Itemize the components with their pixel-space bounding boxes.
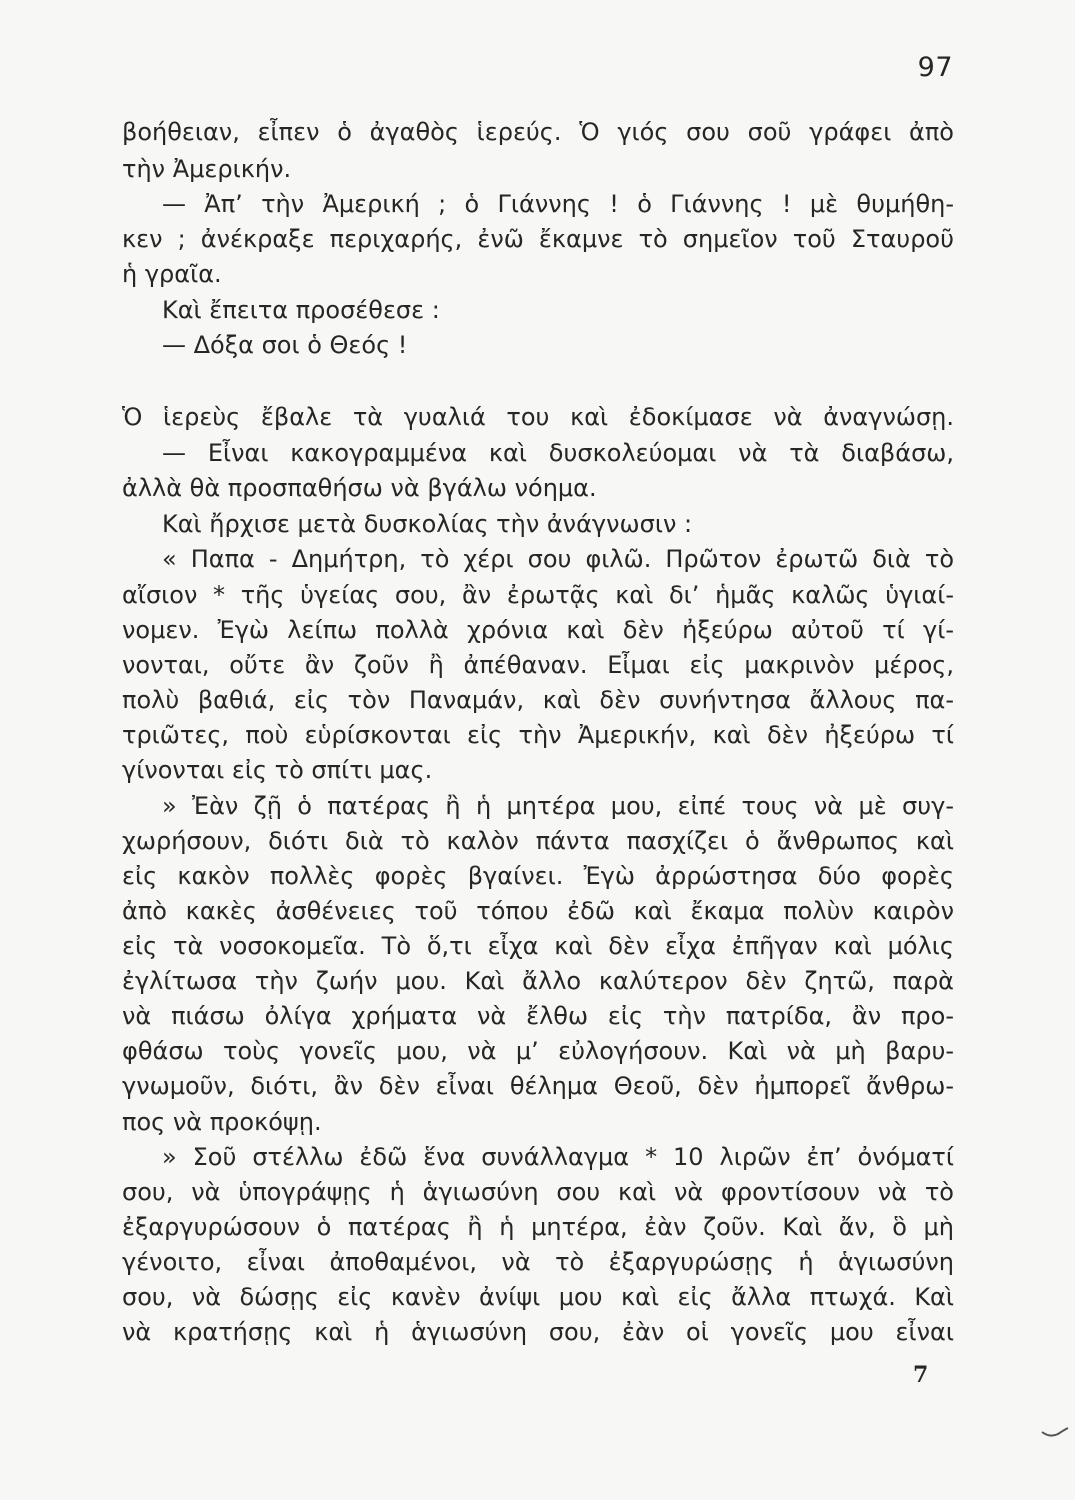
text-line: γνωμοῦν, διότι, ἂν δὲν εἶναι θέλημα Θεοῦ, δὲν ἠμπορεῖ ἄνθρω- <box>122 1072 954 1100</box>
text-line: εἰς κακὸν πολλὲς φορὲς βγαίνει. Ἐγὼ ἀρρώστησα δύο φορὲς <box>122 862 954 890</box>
text-line: ἡ γραῖα. <box>122 260 222 288</box>
text-line: Ὁ ἱερεὺς ἔβαλε τὰ γυαλιά του καὶ ἐδοκίμασε νὰ ἀναγνώσῃ. <box>122 403 954 431</box>
text-line: γίνονται εἰς τὸ σπίτι μας. <box>122 756 433 784</box>
text-line: » Ἐὰν ζῇ ὁ πατέρας ἢ ἡ μητέρα μου, εἰπέ τους νὰ μὲ συγ- <box>162 792 954 820</box>
text-line: νονται, οὔτε ἂν ζοῦν ἢ ἀπέθαναν. Εἶμαι εἰς μακρινὸν μέρος, <box>122 651 954 679</box>
text-line: ἐγλίτωσα τὴν ζωήν μου. Καὶ ἄλλο καλύτερον δὲν ζητῶ, παρὰ <box>122 967 954 995</box>
text-line: Καὶ ἔπειτα προσέθεσε : <box>162 296 440 324</box>
text-line: » Σοῦ στέλλω ἐδῶ ἕνα συνάλλαγμα * 10 λιρῶν ἐπ’ ὀνόματί <box>162 1143 954 1171</box>
pen-mark <box>1040 1420 1070 1440</box>
signature-number: 7 <box>913 1362 929 1388</box>
text-line: νὰ κρατήσῃς καὶ ἡ ἁγιωσύνη σου, ἐὰν οἱ γονεῖς μου εἶναι <box>122 1318 954 1346</box>
text-line: ἐξαργυρώσουν ὁ πατέρας ἢ ἡ μητέρα, ἐὰν ζοῦν. Καὶ ἄν, ὃ μὴ <box>122 1213 954 1241</box>
text-line: — Ἀπ’ τὴν Ἀμερική ; ὁ Γιάννης ! ὁ Γιάννης ! μὲ θυμήθη- <box>162 190 954 218</box>
text-line: πολὺ βαθιά, εἰς τὸν Παναμάν, καὶ δὲν συνήντησα ἄλλους πα- <box>122 686 954 714</box>
page-number: 97 <box>917 52 953 83</box>
text-line: βοήθειαν, εἶπεν ὁ ἀγαθὸς ἱερεύς. Ὁ γιός σου σοῦ γράφει ἀπὸ <box>122 118 954 146</box>
text-line: κεν ; ἀνέκραξε περιχαρής, ἐνῶ ἔκαμνε τὸ σημεῖον τοῦ Σταυροῦ <box>122 225 954 253</box>
text-line: γένοιτο, εἶναι ἀποθαμένοι, νὰ τὸ ἐξαργυρώσῃς ἡ ἁγιωσύνη <box>122 1248 954 1276</box>
text-line: φθάσω τοὺς γονεῖς μου, νὰ μ’ εὐλογήσουν. Καὶ νὰ μὴ βαρυ- <box>122 1037 954 1065</box>
text-line: ἀπὸ κακὲς ἀσθένειες τοῦ τόπου ἐδῶ καὶ ἔκαμα πολὺν καιρὸν <box>122 897 954 925</box>
text-line: « Παπα - Δημήτρη, τὸ χέρι σου φιλῶ. Πρῶτον ἐρωτῶ διὰ τὸ <box>162 545 954 573</box>
text-line: νομεν. Ἐγὼ λείπω πολλὰ χρόνια καὶ δὲν ἠξεύρω αὐτοῦ τί γί- <box>122 616 954 644</box>
text-line: τριῶτες, ποὺ εὑρίσκονται εἰς τὴν Ἀμερικήν, καὶ δὲν ἠξεύρω τί <box>122 721 954 749</box>
text-line: χωρήσουν, διότι διὰ τὸ καλὸν πάντα πασχίζει ὁ ἄνθρωπος καὶ <box>122 827 954 855</box>
text-line: ἀλλὰ θὰ προσπαθήσω νὰ βγάλω νόημα. <box>122 474 597 502</box>
text-line: πος νὰ προκόψῃ. <box>122 1108 322 1136</box>
text-line: Καὶ ἤρχισε μετὰ δυσκολίας τὴν ἀνάγνωσιν : <box>162 510 693 538</box>
text-line: σου, νὰ ὑπογράψῃς ἡ ἁγιωσύνη σου καὶ νὰ φροντίσουν νὰ τὸ <box>122 1178 954 1206</box>
text-line: εἰς τὰ νοσοκομεῖα. Τὸ ὅ,τι εἶχα καὶ δὲν εἶχα ἐπῆγαν καὶ μόλις <box>122 932 954 960</box>
text-line: νὰ πιάσω ὀλίγα χρήματα νὰ ἔλθω εἰς τὴν πατρίδα, ἂν προ- <box>122 1002 954 1030</box>
text-line: τὴν Ἀμερικήν. <box>122 155 292 183</box>
text-line: σου, νὰ δώσῃς εἰς κανὲν ἀνίψι μου καὶ εἰς ἄλλα πτωχά. Καὶ <box>122 1283 954 1311</box>
text-line: αἴσιον * τῆς ὑγείας σου, ἂν ἐρωτᾷς καὶ δι’ ἡμᾶς καλῶς ὑγιαί- <box>122 581 954 609</box>
text-line: — Δόξα σοι ὁ Θεός ! <box>162 331 408 359</box>
text-line: — Εἶναι κακογραμμένα καὶ δυσκολεύομαι νὰ τὰ διαβάσω, <box>162 439 954 467</box>
